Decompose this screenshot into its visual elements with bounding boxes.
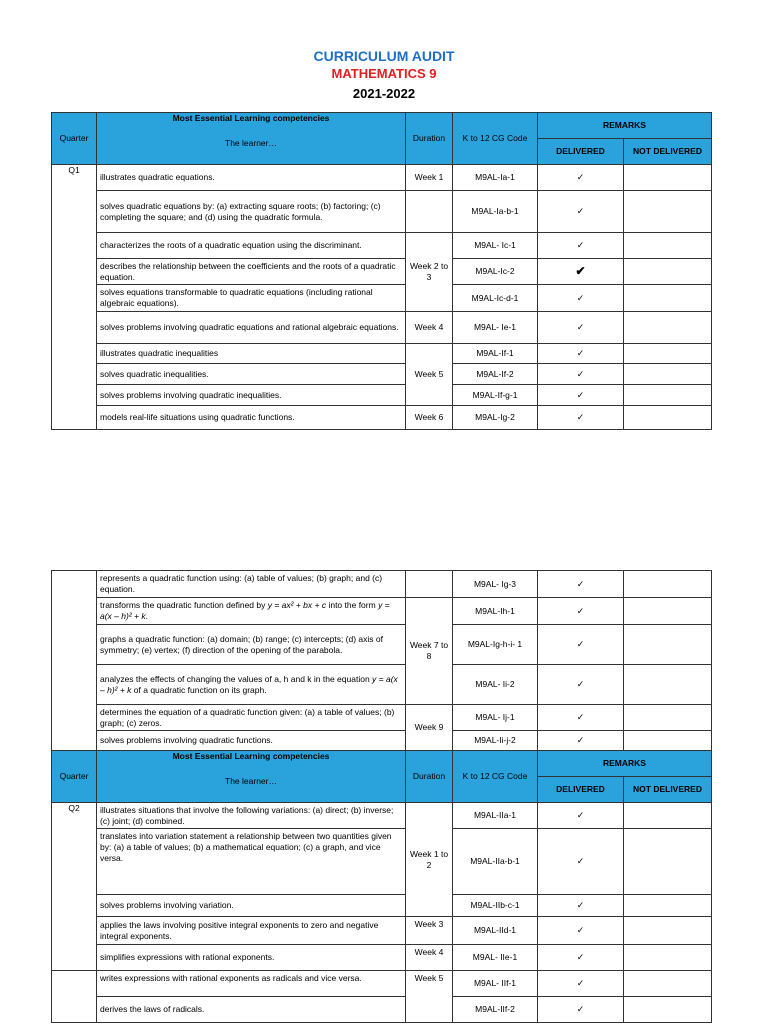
duration-cell: Week 4 [406, 945, 453, 971]
duration-header: Duration [406, 113, 453, 165]
code-cell: M9AL- IIe-1 [453, 945, 538, 971]
competency-text: transforms the quadratic function defined by [100, 600, 268, 610]
competency-text: . [145, 611, 148, 621]
competency-cell: illustrates quadratic inequalities [97, 344, 406, 364]
not-delivered-cell [624, 344, 712, 364]
subject-title: MATHEMATICS 9 [331, 66, 437, 81]
delivered-check-icon: ✓ [538, 705, 624, 731]
delivered-check-icon: ✓ [538, 191, 624, 233]
competency-cell: solves quadratic inequalities. [97, 364, 406, 385]
quarter-header: Quarter [52, 113, 97, 165]
table-row [52, 598, 712, 625]
not-delivered-cell [624, 895, 712, 917]
code-cell: M9AL-If-g-1 [453, 385, 538, 406]
delivered-check-icon: ✓ [538, 285, 624, 312]
delivered-check-icon: ✓ [538, 406, 624, 430]
delivered-check-icon: ✓ [538, 571, 624, 598]
table-row [52, 997, 712, 1023]
competency-cell: solves problems involving quadratic equations and rational algebraic equations. [97, 312, 406, 344]
table-row [52, 571, 712, 598]
not-delivered-cell [624, 731, 712, 751]
competency-text: analyzes the effects of changing the values of a, h and k in the equation [100, 673, 373, 684]
duration-cell: Week 4 [406, 312, 453, 344]
table-row [52, 731, 712, 751]
duration-cell: Week 6 [406, 406, 453, 430]
not-delivered-cell [624, 829, 712, 895]
not-delivered-cell [624, 285, 712, 312]
table-row [52, 344, 712, 364]
not-delivered-cell [624, 625, 712, 665]
code-cell: M9AL-Ia-1 [453, 165, 538, 191]
quarter-cell: Q2 [52, 803, 97, 971]
table-row [52, 285, 712, 312]
code-cell: M9AL-IIb-c-1 [453, 895, 538, 917]
competency-cell: simplifies expressions with rational exponents. [97, 945, 406, 971]
competency-cell: illustrates quadratic equations. [97, 165, 406, 191]
delivered-check-icon: ✓ [538, 665, 624, 705]
code-cell: M9AL- Ig-3 [453, 571, 538, 598]
delivered-check-icon: ✓ [538, 625, 624, 665]
delivered-check-icon: ✓ [538, 598, 624, 625]
not-delivered-cell [624, 165, 712, 191]
duration-cell: Week 2 to 3 [406, 233, 453, 312]
table-row [52, 803, 712, 829]
code-cell: M9AL-Ii-j-2 [453, 731, 538, 751]
code-header: K to 12 CG Code [453, 113, 538, 165]
competency-cell: models real-life situations using quadratic functions. [97, 406, 406, 430]
delivered-check-icon: ✓ [538, 997, 624, 1023]
melc-header-label: Most Essential Learning competencies [172, 113, 330, 123]
code-header: K to 12 CG Code [453, 751, 538, 803]
competency-cell: determines the equation of a quadratic function given: (a) a table of values; (b) graph; (c) zeros. [97, 705, 406, 731]
not-delivered-cell [624, 233, 712, 259]
table-row [52, 917, 712, 945]
quarter-cell: Q1 [52, 165, 97, 430]
duration-cell: Week 9 [406, 705, 453, 751]
code-cell: M9AL-If-2 [453, 364, 538, 385]
code-cell: M9AL-IIa-b-1 [453, 829, 538, 895]
delivered-check-icon: ✓ [538, 165, 624, 191]
code-cell: M9AL-Ic-d-1 [453, 285, 538, 312]
equation-text: y = ax² + bx + c [267, 600, 327, 610]
code-cell: M9AL- Ij-1 [453, 705, 538, 731]
code-cell: M9AL-IIf-2 [453, 997, 538, 1023]
competency-cell: illustrates situations that involve the following variations: (a) direct; (b) inverse; (c) joint; (d) combined. [97, 803, 406, 829]
audit-table-q1 [51, 112, 712, 430]
remarks-header: REMARKS [538, 113, 712, 139]
duration-cell: Week 5 [406, 971, 453, 1023]
duration-cell: Week 5 [406, 344, 453, 406]
learner-label: The learner… [225, 776, 277, 786]
delivered-check-icon: ✓ [538, 731, 624, 751]
competency-cell: solves problems involving variation. [97, 895, 406, 917]
code-cell: M9AL- Ie-1 [453, 312, 538, 344]
delivered-check-icon: ✓ [538, 312, 624, 344]
document-title: CURRICULUM AUDIT [313, 48, 455, 64]
table-row [52, 971, 712, 997]
table-row [52, 364, 712, 385]
delivered-check-icon: ✓ [538, 917, 624, 945]
not-delivered-cell [624, 705, 712, 731]
delivered-check-icon: ✓ [538, 233, 624, 259]
table-row [52, 191, 712, 233]
competency-cell: translates into variation statement a relationship between two quantities given by: (a) a table of values; (b) a mathematical equation; (c) a graph, and vice versa. [97, 829, 406, 895]
melc-header [97, 113, 406, 165]
competency-cell: represents a quadratic function using: (a) table of values; (b) graph; and (c) equation. [97, 571, 406, 598]
quarter-cell [52, 971, 97, 1023]
delivered-check-icon: ✓ [538, 364, 624, 385]
code-cell: M9AL-IIa-1 [453, 803, 538, 829]
school-year: 2021-2022 [352, 86, 416, 101]
delivered-check-icon: ✔ [538, 259, 624, 285]
code-cell: M9AL-Ia-b-1 [453, 191, 538, 233]
melc-header-label: Most Essential Learning competencies [172, 751, 330, 761]
delivered-check-icon: ✓ [538, 945, 624, 971]
table-row [52, 945, 712, 971]
code-cell: M9AL- IIf-1 [453, 971, 538, 997]
competency-cell: solves quadratic equations by: (a) extracting square roots; (b) factoring; (c) completing the square; and (d) using the quadratic formula. [97, 191, 406, 233]
code-cell: M9AL-Ig-2 [453, 406, 538, 430]
audit-table-q1-continued [51, 570, 712, 1023]
not-delivered-cell [624, 385, 712, 406]
delivered-check-icon: ✓ [538, 895, 624, 917]
code-cell: M9AL-If-1 [453, 344, 538, 364]
table-row [52, 312, 712, 344]
table-row [52, 406, 712, 430]
competency-cell: solves equations transformable to quadratic equations (including rational algebraic equations). [97, 285, 406, 312]
duration-cell: Week 1 to 2 [406, 803, 453, 917]
not-delivered-cell [624, 364, 712, 385]
not-delivered-cell [624, 803, 712, 829]
remarks-header: REMARKS [538, 751, 712, 777]
table-row [52, 705, 712, 731]
not-delivered-cell [624, 997, 712, 1023]
competency-cell: solves problems involving quadratic inequalities. [97, 385, 406, 406]
competency-text: into the form [326, 600, 379, 610]
not-delivered-header: NOT DELIVERED [624, 777, 712, 803]
melc-header [97, 751, 406, 803]
code-cell: M9AL-Ic-2 [453, 259, 538, 285]
quarter-cell [52, 571, 97, 751]
duration-cell [406, 571, 453, 598]
table-row [52, 829, 712, 895]
competency-cell: derives the laws of radicals. [97, 997, 406, 1023]
delivered-check-icon: ✓ [538, 829, 624, 895]
competency-cell: graphs a quadratic function: (a) domain; (b) range; (c) intercepts; (d) axis of symmetry; (e) vertex; (f) direction of the opening of the parabola. [97, 625, 406, 665]
competency-cell: applies the laws involving positive integral exponents to zero and negative integral exponents. [97, 917, 406, 945]
not-delivered-header: NOT DELIVERED [624, 139, 712, 165]
code-cell: M9AL-Ig-h-i- 1 [453, 625, 538, 665]
duration-cell: Week 1 [406, 165, 453, 191]
delivered-check-icon: ✓ [538, 803, 624, 829]
duration-cell: Week 7 to 8 [406, 598, 453, 705]
code-cell: M9AL- Ii-2 [453, 665, 538, 705]
duration-cell: Week 3 [406, 917, 453, 945]
equation-text: y = a(x – h)² + k [100, 600, 390, 621]
not-delivered-cell [624, 406, 712, 430]
code-cell: M9AL- Ic-1 [453, 233, 538, 259]
competency-cell [97, 665, 406, 705]
competency-cell: writes expressions with rational exponents as radicals and vice versa. [97, 971, 406, 997]
not-delivered-cell [624, 191, 712, 233]
quarter-header: Quarter [52, 751, 97, 803]
table-row [52, 165, 712, 191]
delivered-check-icon: ✓ [538, 971, 624, 997]
duration-header: Duration [406, 751, 453, 803]
table-row [52, 233, 712, 259]
competency-cell: characterizes the roots of a quadratic equation using the discriminant. [97, 233, 406, 259]
not-delivered-cell [624, 917, 712, 945]
competency-cell [97, 598, 406, 625]
table-row [52, 385, 712, 406]
not-delivered-cell [624, 259, 712, 285]
not-delivered-cell [624, 945, 712, 971]
delivered-header: DELIVERED [538, 777, 624, 803]
table-row [52, 665, 712, 705]
code-cell: M9AL-IId-1 [453, 917, 538, 945]
competency-cell: describes the relationship between the coefficients and the roots of a quadratic equation. [97, 259, 406, 285]
competency-text: of a quadratic function on its graph. [131, 684, 267, 695]
code-cell: M9AL-Ih-1 [453, 598, 538, 625]
delivered-header: DELIVERED [538, 139, 624, 165]
not-delivered-cell [624, 312, 712, 344]
table-row [52, 259, 712, 285]
delivered-check-icon: ✓ [538, 344, 624, 364]
competency-cell: solves problems involving quadratic functions. [97, 731, 406, 751]
duration-cell [406, 191, 453, 233]
equation-text: y = a(x – h)² + k [100, 673, 398, 695]
not-delivered-cell [624, 665, 712, 705]
table-row [52, 625, 712, 665]
table-row [52, 895, 712, 917]
not-delivered-cell [624, 598, 712, 625]
not-delivered-cell [624, 971, 712, 997]
learner-label: The learner… [225, 138, 277, 148]
delivered-check-icon: ✓ [538, 385, 624, 406]
not-delivered-cell [624, 571, 712, 598]
